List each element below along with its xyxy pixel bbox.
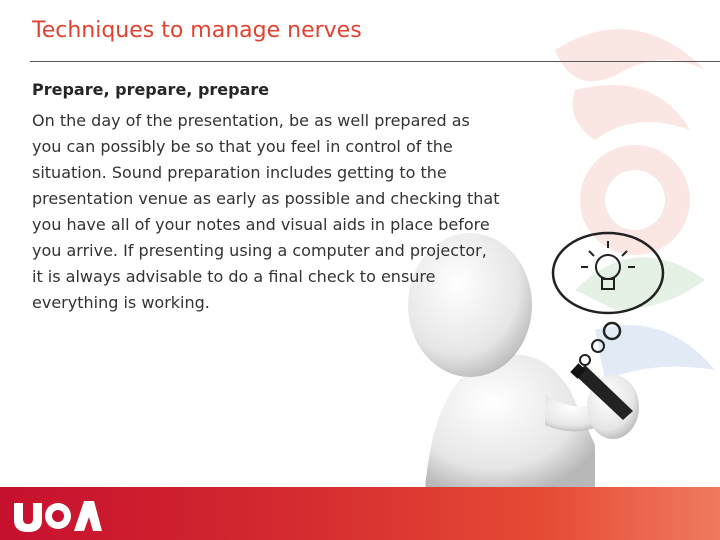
body-paragraph: On the day of the presentation, be as well prepared as you can possibly be so that you feel in control of the situation. Sound preparation includes getting to the presentation venue as early as possible and checking that you have all of your notes and visual aids in place before you arrive. If presenting using a computer and projector, it is always advisable to do a final check to ensure everything is working. (32, 111, 500, 312)
slide-title: Techniques to manage nerves (32, 18, 362, 43)
university-logo (8, 495, 103, 535)
subheading: Prepare, prepare, prepare (32, 80, 270, 99)
footer-banner (0, 487, 720, 540)
title-divider (30, 61, 720, 62)
